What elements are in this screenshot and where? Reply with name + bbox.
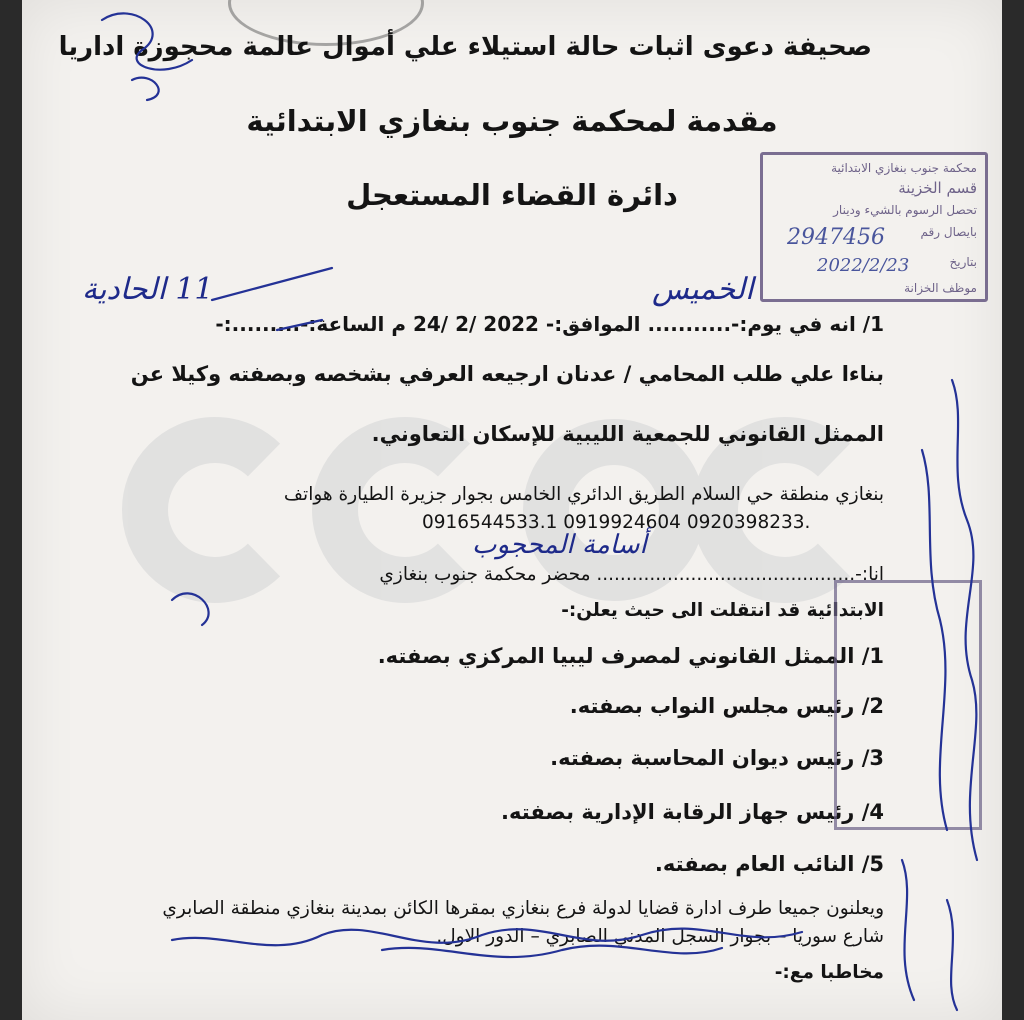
address-line: بنغازي منطقة حي السلام الطريق الدائري الخامس بجوار جزيرة الطيارة هواتف — [283, 484, 884, 505]
notice-line-2: شارع سوريا – بجوار السجل المدني الصابري – الدور الاول. — [436, 926, 884, 947]
date-line-value: 2022 /2 /24 — [412, 312, 539, 336]
handwritten-time: 11 الحادية — [82, 272, 214, 307]
notice-line-1: ويعلنون جميعا طرف ادارة قضايا لدولة فرع بنغازي بمقرها الكائن بمدينة بنغازي منطقة الصابري — [162, 898, 884, 919]
request-line: بناءا علي طلب المحامي / عدنان ارجيعه العرفي بشخصه وبصفته وكيلا عن — [130, 362, 884, 386]
addressed-line: مخاطبا مع:- — [774, 962, 884, 983]
stamp-clerk: موظف الخزانة — [904, 281, 977, 295]
stamp-receipt-label: بايصال رقم — [920, 225, 977, 239]
defendant-item-5: 5/ النائب العام بصفته. — [654, 852, 884, 876]
handwritten-day: الخميس — [652, 272, 754, 307]
date-line-mid: . الموافق:- — [545, 312, 656, 336]
moved-line: الابتدائية قد انتقلت الى حيث يعلن:- — [561, 600, 884, 621]
stamp-court: محكمة جنوب بنغازي الابتدائية — [831, 161, 977, 175]
defendant-item-4: 4/ رئيس جهاز الرقابة الإدارية بصفته. — [501, 800, 884, 824]
bailiff-line: انا:-............................................ محضر محكمة جنوب بنغازي — [379, 564, 884, 585]
date-line-end: م الساعة:-.........:- — [215, 312, 406, 336]
defendant-item-3: 3/ رئيس ديوان المحاسبة بصفته. — [550, 746, 884, 770]
stamp-section: قسم الخزينة — [898, 179, 977, 197]
court-name: مقدمة لمحكمة جنوب بنغازي الابتدائية — [246, 104, 778, 138]
defendant-item-2: 2/ رئيس مجلس النواب بصفته. — [569, 694, 884, 718]
circuit-name: دائرة القضاء المستعجل — [346, 178, 678, 212]
stamp-fee-line: تحصل الرسوم بالشيء ودينار — [833, 203, 977, 217]
representative-line: الممثل القانوني للجمعية الليبية للإسكان التعاوني. — [371, 422, 884, 446]
stamp-date-label: بتاريخ — [949, 255, 977, 269]
stamp-receipt-number: 2947456 — [787, 225, 885, 250]
date-line-label: 1/ انه في يوم:-.......... — [655, 312, 884, 336]
phones-line: 0916544533.1 0919924604 0920398233. — [422, 512, 811, 533]
document-page — [22, 0, 1002, 1020]
document-title: صحيفة دعوى اثبات حالة استيلاء علي أموال عالمة محجوزة اداريا — [58, 32, 872, 62]
handwritten-name: أسامة المحجوب — [472, 530, 647, 560]
handwriting-scribbles — [22, 0, 1002, 1020]
defendant-item-1: 1/ الممثل القانوني لمصرف ليبيا المركزي بصفته. — [377, 644, 884, 668]
stamp-receipt-date: 2022/2/23 — [817, 255, 910, 276]
